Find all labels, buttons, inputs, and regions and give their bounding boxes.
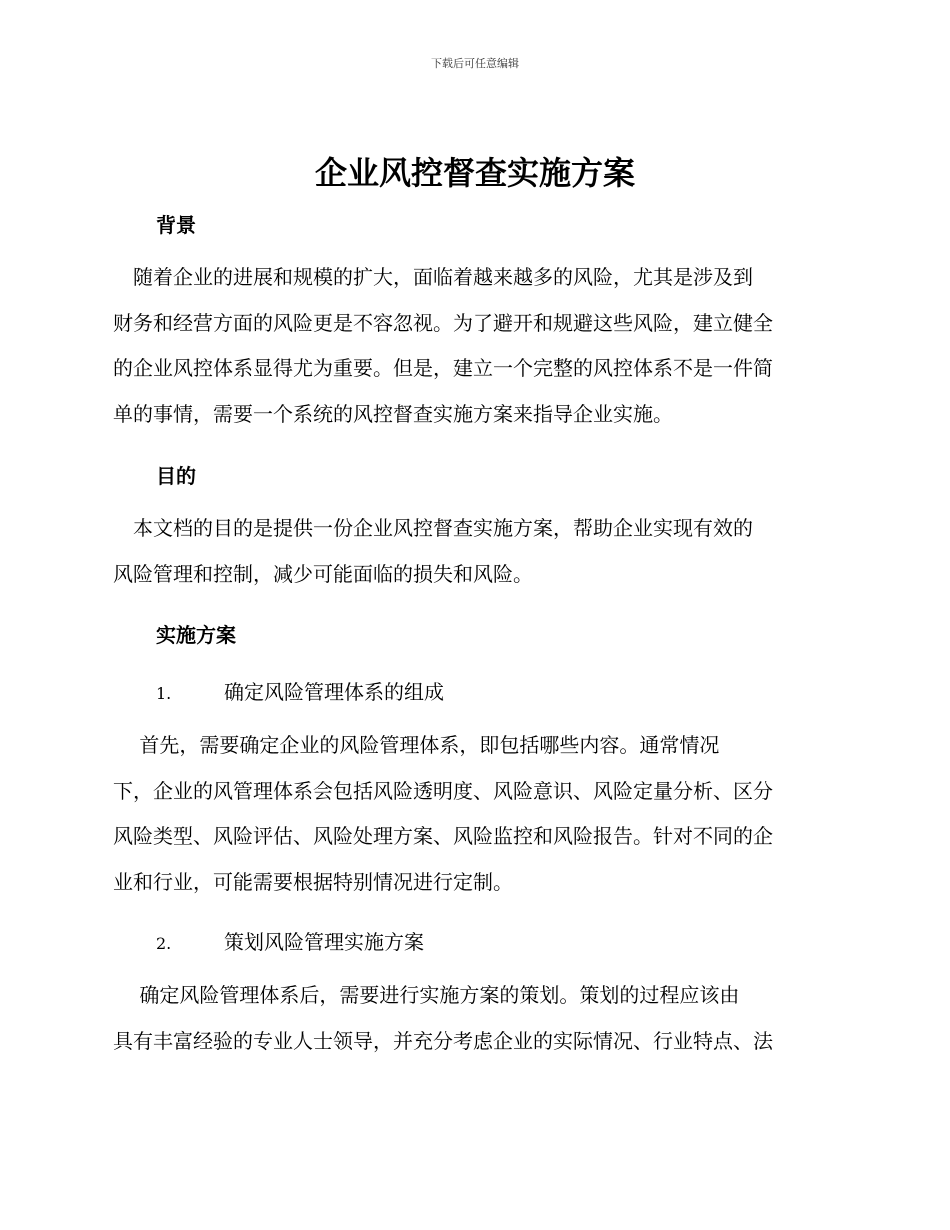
paragraph-line: 风险类型、风险评估、风险处理方案、风险监控和风险报告。针对不同的企 [113, 824, 773, 848]
paragraph-background [113, 255, 839, 437]
item-number: 1. [156, 684, 172, 703]
paragraph-line: 具有丰富经验的专业人士领导，并充分考虑企业的实际情况、行业特点、法 [113, 1028, 773, 1053]
paragraph-item-1 [113, 723, 839, 905]
paragraph-purpose [113, 506, 839, 597]
heading-background: 背景 [156, 213, 196, 237]
document-title: 企业风控督查实施方案 [314, 154, 635, 192]
paragraph-line: 确定风险管理体系后，需要进行实施方案的策划。策划的过程应该由 [113, 983, 740, 1007]
paragraph-line: 下，企业的风管理体系会包括风险透明度、风险意识、风险定量分析、区分 [113, 778, 773, 803]
heading-plan: 实施方案 [156, 623, 236, 647]
numbered-item-2 [156, 926, 424, 955]
item-number: 2. [156, 934, 172, 953]
paragraph-line: 首先，需要确定企业的风险管理体系，即包括哪些内容。通常情况 [113, 733, 720, 757]
paragraph-line: 随着企业的进展和规模的扩大，面临着越来越多的风险，尤其是涉及到 [113, 265, 753, 289]
paragraph-line: 的企业风控体系显得尤为重要。但是，建立一个完整的风控体系不是一件简 [113, 356, 773, 380]
paragraph-item-2 [113, 973, 839, 1064]
paragraph-line: 本文档的目的是提供一份企业风控督查实施方案，帮助企业实现有效的 [113, 516, 753, 540]
paragraph-line: 风险管理和控制，减少可能面临的损失和风险。 [113, 561, 533, 586]
paragraph-line: 财务和经营方面的风险更是不容忽视。为了避开和规避这些风险，建立健全 [113, 310, 773, 335]
paragraph-line: 业和行业，可能需要根据特别情况进行定制。 [113, 869, 513, 894]
page-header-note: 下载后可任意编辑 [431, 57, 519, 70]
item-title: 确定风险管理体系的组成 [224, 680, 444, 704]
item-title: 策划风险管理实施方案 [224, 930, 424, 954]
paragraph-line: 单的事情，需要一个系统的风控督查实施方案来指导企业实施。 [113, 401, 673, 426]
numbered-item-1 [156, 676, 444, 705]
heading-purpose: 目的 [156, 464, 196, 488]
